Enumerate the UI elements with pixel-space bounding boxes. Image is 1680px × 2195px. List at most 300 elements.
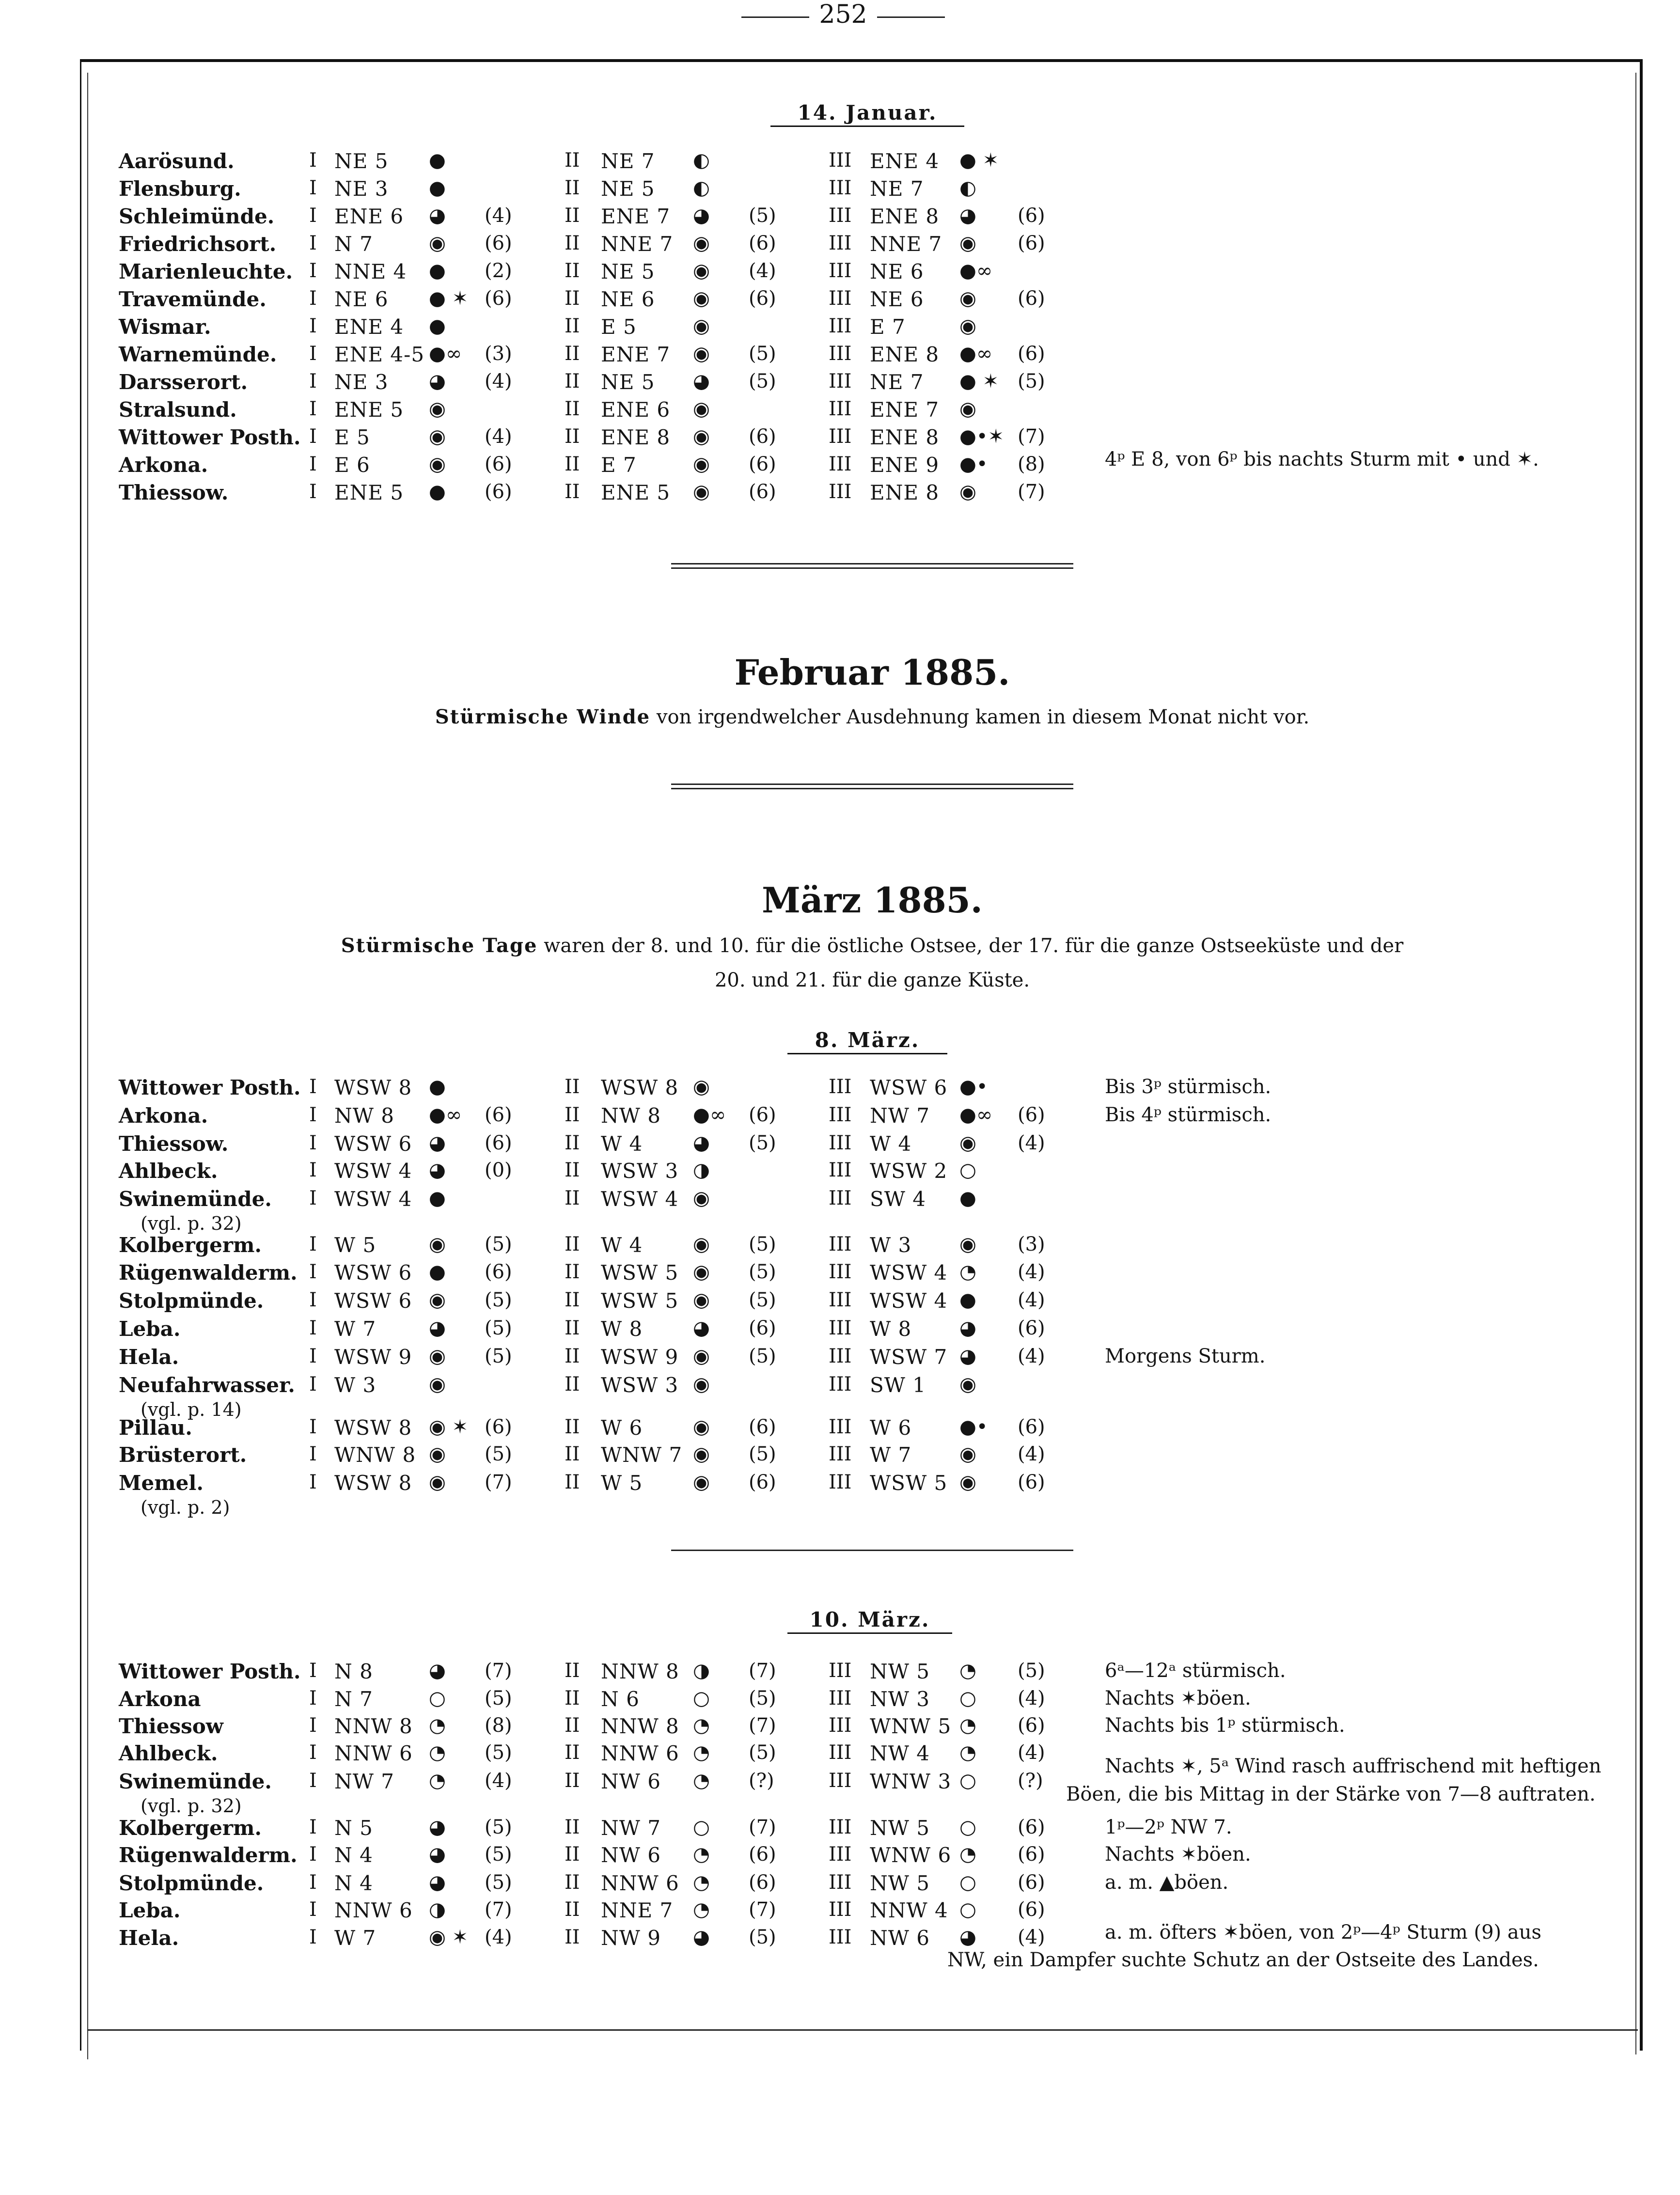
weather-3: ● ✶	[959, 149, 999, 172]
station-name	[119, 425, 301, 449]
station-name-text: Swinemünde.	[119, 1187, 272, 1211]
weather-3: ●•✶	[959, 425, 1005, 448]
remark: Nachts bis 1ᵖ stürmisch.	[1105, 1714, 1345, 1737]
sea-state-3: (5)	[1018, 1660, 1045, 1682]
wind-1: NE 6	[334, 287, 389, 311]
weather-1: ◉	[429, 1443, 446, 1465]
term-2: II	[565, 232, 580, 254]
term-1: I	[309, 177, 317, 199]
term-1: I	[309, 1261, 317, 1283]
frame-inner-rule-right	[1635, 73, 1636, 2054]
sea-state-3: (6)	[1018, 1843, 1045, 1866]
wind-2: ENE 8	[601, 425, 671, 449]
wind-1: ENE 6	[334, 204, 404, 228]
station-name-text: Pillau.	[119, 1416, 192, 1440]
sea-state-2: (6)	[749, 1104, 776, 1126]
note-march-line2: 20. und 21. für die ganze Küste.	[714, 969, 1030, 991]
wind-2: NE 5	[601, 177, 655, 201]
station-name	[119, 1770, 272, 1817]
weather-1: ○	[429, 1687, 446, 1709]
remark: 6ᵃ—12ᵃ stürmisch.	[1105, 1660, 1286, 1682]
weather-2: ◉	[693, 1443, 710, 1465]
station-name-text: Rügenwalderm.	[119, 1843, 298, 1867]
weather-2: ◑	[693, 1159, 710, 1181]
term-1: I	[309, 1443, 317, 1465]
weather-1: ◉	[429, 1289, 446, 1311]
wind-1: N 5	[334, 1816, 373, 1840]
weather-3: ●∞	[959, 1104, 993, 1126]
wind-3: NE 7	[870, 177, 924, 201]
weather-3: ◔	[959, 1714, 976, 1737]
station-name-text: Ahlbeck.	[119, 1159, 218, 1183]
wind-3: W 8	[870, 1317, 912, 1341]
note-march-line1	[145, 934, 1599, 957]
term-1: I	[309, 1132, 317, 1154]
weather-3: ○	[959, 1770, 976, 1792]
term-3: III	[829, 1373, 852, 1395]
sea-state-2: (5)	[749, 1345, 776, 1367]
weather-3: ○	[959, 1159, 976, 1181]
station-name	[119, 287, 267, 311]
wind-3: WSW 7	[870, 1345, 948, 1369]
weather-1: ◉	[429, 1471, 446, 1493]
term-1: I	[309, 1741, 317, 1764]
weather-2: ◉	[693, 1471, 710, 1493]
weather-1: ◕	[429, 1660, 446, 1682]
weather-3: ◔	[959, 1843, 976, 1866]
sea-state-3: (6)	[1018, 1816, 1045, 1838]
weather-3: ● ✶	[959, 370, 999, 392]
weather-2: ◕	[693, 204, 710, 227]
wind-3: ENE 8	[870, 343, 940, 366]
sea-state-1: (5)	[485, 1345, 512, 1367]
weather-2: ◑	[693, 1660, 710, 1682]
station-reference: (vgl. p. 32)	[141, 1213, 242, 1234]
term-3: III	[829, 1187, 852, 1209]
wind-3: NE 6	[870, 287, 924, 311]
weather-3: ●	[959, 1289, 976, 1311]
sea-state-2: (5)	[749, 1261, 776, 1283]
sea-state-2: (?)	[749, 1770, 774, 1792]
term-2: II	[565, 1898, 580, 1921]
term-2: II	[565, 315, 580, 337]
wind-1: W 5	[334, 1233, 377, 1257]
term-1: I	[309, 149, 317, 172]
sea-state-2: (6)	[749, 453, 776, 475]
term-3: III	[829, 425, 852, 448]
term-3: III	[829, 204, 852, 227]
sea-state-3: (4)	[1018, 1741, 1045, 1764]
weather-1: ●	[429, 1076, 446, 1098]
term-3: III	[829, 1898, 852, 1921]
wind-1: WNW 8	[334, 1443, 416, 1467]
wind-1: WSW 4	[334, 1159, 412, 1183]
term-1: I	[309, 1289, 317, 1311]
station-name-text: Leba.	[119, 1898, 181, 1922]
sea-state-1: (5)	[485, 1687, 512, 1709]
sea-state-2: (6)	[749, 1871, 776, 1894]
weather-1: ◔	[429, 1714, 446, 1737]
term-2: II	[565, 1104, 580, 1126]
station-name	[119, 177, 241, 201]
station-name-text: Marienleuchte.	[119, 260, 293, 283]
station-name	[119, 1443, 247, 1469]
wind-1: ENE 5	[334, 398, 404, 422]
term-2: II	[565, 1317, 580, 1339]
wind-3: SW 4	[870, 1187, 926, 1211]
wind-1: N 7	[334, 1687, 373, 1711]
weather-2: ◔	[693, 1898, 710, 1921]
wind-1: NW 8	[334, 1104, 394, 1128]
weather-3: ◕	[959, 1317, 976, 1339]
sea-state-1: (5)	[485, 1443, 512, 1465]
station-name-text: Kolbergerm.	[119, 1816, 262, 1840]
weather-1: ●	[429, 315, 446, 337]
station-name-text: Wittower Posth.	[119, 1076, 301, 1099]
wind-1: N 4	[334, 1871, 373, 1895]
wind-2: NE 5	[601, 260, 655, 283]
sea-state-3: (4)	[1018, 1443, 1045, 1465]
term-2: II	[565, 1289, 580, 1311]
weather-1: ●∞	[429, 343, 462, 365]
remark: Bis 4ᵖ stürmisch.	[1105, 1104, 1272, 1126]
station-name	[119, 1471, 230, 1518]
weather-1: ●	[429, 177, 446, 199]
station-name	[119, 1317, 180, 1343]
sea-state-2: (7)	[749, 1660, 776, 1682]
station-name	[119, 1660, 301, 1685]
sea-state-3: (6)	[1018, 232, 1045, 254]
wind-3: ENE 4	[870, 149, 940, 173]
wind-1: E 6	[334, 453, 370, 477]
term-2: II	[565, 149, 580, 172]
wind-1: WSW 6	[334, 1289, 412, 1313]
wind-1: ENE 4	[334, 315, 404, 339]
station-name	[119, 1871, 264, 1897]
page-number-dash-right	[877, 16, 945, 18]
term-1: I	[309, 287, 317, 310]
weather-3: ◉	[959, 1471, 976, 1493]
sea-state-3: (?)	[1018, 1770, 1043, 1792]
wind-3: WNW 6	[870, 1843, 952, 1867]
station-name-text: Wittower Posth.	[119, 1660, 301, 1683]
wind-3: SW 1	[870, 1373, 926, 1397]
sea-state-1: (4)	[485, 1770, 512, 1792]
station-reference: (vgl. p. 14)	[141, 1399, 242, 1420]
remark-mar10-hela-1: a. m. öfters ✶böen, von 2ᵖ—4ᵖ Sturm (9) aus	[1105, 1921, 1541, 1944]
wind-2: ENE 6	[601, 398, 671, 422]
station-name	[119, 204, 274, 228]
term-1: I	[309, 398, 317, 420]
term-1: I	[309, 1687, 317, 1709]
sea-state-3: (3)	[1018, 1233, 1045, 1255]
wind-2: WSW 5	[601, 1261, 679, 1285]
sea-state-3: (6)	[1018, 1104, 1045, 1126]
sea-state-1: (2)	[485, 260, 512, 282]
term-1: I	[309, 1345, 317, 1367]
wind-2: W 5	[601, 1471, 643, 1495]
weather-2: ◉	[693, 453, 710, 475]
weather-1: ◉	[429, 453, 446, 475]
weather-3: ◐	[959, 177, 976, 199]
term-2: II	[565, 1261, 580, 1283]
term-2: II	[565, 1926, 580, 1948]
sea-state-3: (7)	[1018, 425, 1045, 448]
wind-2: N 6	[601, 1687, 640, 1711]
station-reference: (vgl. p. 2)	[141, 1497, 230, 1518]
remark: 1ᵖ—2ᵖ NW 7.	[1105, 1816, 1232, 1838]
weather-1: ◕	[429, 370, 446, 392]
weather-2: ◉	[693, 1289, 710, 1311]
station-name	[119, 1104, 208, 1129]
term-3: III	[829, 1714, 852, 1737]
wind-2: E 7	[601, 453, 637, 477]
wind-2: WSW 3	[601, 1159, 679, 1183]
weather-3: ●•	[959, 453, 988, 475]
remark-mar10-swinemuende-2: Böen, die bis Mittag in der Stärke von 7—8 auftraten.	[1066, 1783, 1596, 1805]
term-2: II	[565, 1660, 580, 1682]
wind-3: WSW 5	[870, 1471, 948, 1495]
wind-2: ENE 7	[601, 204, 671, 228]
sea-state-2: (7)	[749, 1816, 776, 1838]
weather-3: ◕	[959, 204, 976, 227]
wind-1: NNW 6	[334, 1741, 413, 1765]
wind-2: WSW 3	[601, 1373, 679, 1397]
sea-state-2: (5)	[749, 1926, 776, 1948]
term-3: III	[829, 1345, 852, 1367]
sea-state-1: (6)	[485, 287, 512, 310]
remark-mar10-swinemuende-1: Nachts ✶, 5ᵃ Wind rasch auffrischend mit heftigen	[1105, 1755, 1601, 1777]
sea-state-1: (5)	[485, 1317, 512, 1339]
term-1: I	[309, 1317, 317, 1339]
term-2: II	[565, 1770, 580, 1792]
wind-3: ENE 8	[870, 481, 940, 504]
wind-2: WSW 8	[601, 1076, 679, 1099]
wind-3: WSW 6	[870, 1076, 948, 1099]
station-name-text: Warnemünde.	[119, 343, 277, 366]
sea-state-1: (8)	[485, 1714, 512, 1737]
sea-state-3: (6)	[1018, 1317, 1045, 1339]
term-1: I	[309, 1816, 317, 1838]
sea-state-1: (5)	[485, 1871, 512, 1894]
term-2: II	[565, 1443, 580, 1465]
sea-state-2: (6)	[749, 1471, 776, 1493]
sea-state-3: (4)	[1018, 1132, 1045, 1154]
term-1: I	[309, 1471, 317, 1493]
station-name	[119, 315, 211, 339]
wind-3: E 7	[870, 315, 906, 339]
wind-3: ENE 8	[870, 204, 940, 228]
wind-2: WSW 5	[601, 1289, 679, 1313]
station-name	[119, 481, 228, 504]
station-name-text: Thiessow	[119, 1714, 223, 1738]
term-1: I	[309, 1187, 317, 1209]
wind-2: W 6	[601, 1416, 643, 1440]
wind-1: WSW 6	[334, 1132, 412, 1156]
station-name	[119, 1714, 223, 1740]
weather-3: ◔	[959, 1660, 976, 1682]
remark: a. m. ▲böen.	[1105, 1871, 1229, 1894]
term-2: II	[565, 1373, 580, 1395]
term-3: III	[829, 1741, 852, 1764]
weather-1: ◉	[429, 1373, 446, 1395]
wind-2: WSW 4	[601, 1187, 679, 1211]
weather-2: ◉	[693, 1187, 710, 1209]
term-2: II	[565, 1816, 580, 1838]
station-name-text: Kolbergerm.	[119, 1233, 262, 1257]
weather-2: ◉	[693, 481, 710, 503]
wind-3: NW 4	[870, 1741, 930, 1765]
sea-state-3: (6)	[1018, 1471, 1045, 1493]
term-1: I	[309, 315, 317, 337]
wind-2: NNW 6	[601, 1871, 679, 1895]
wind-1: WSW 8	[334, 1076, 412, 1099]
weather-1: ◉ ✶	[429, 1416, 469, 1438]
month-title-february: Februar 1885.	[734, 652, 1010, 693]
term-2: II	[565, 1871, 580, 1894]
sea-state-1: (5)	[485, 1816, 512, 1838]
sea-state-3: (7)	[1018, 481, 1045, 503]
frame-inner-rule-left	[87, 73, 88, 2059]
wind-2: NE 6	[601, 287, 655, 311]
term-3: III	[829, 1816, 852, 1838]
term-3: III	[829, 1843, 852, 1866]
term-3: III	[829, 481, 852, 503]
term-1: I	[309, 1714, 317, 1737]
term-3: III	[829, 1660, 852, 1682]
remark: Nachts ✶böen.	[1105, 1687, 1251, 1709]
weather-3: ◉	[959, 232, 976, 254]
wind-1: N 7	[334, 232, 373, 256]
term-2: II	[565, 1471, 580, 1493]
weather-3: ○	[959, 1871, 976, 1894]
sea-state-3: (5)	[1018, 370, 1045, 392]
page-number-text: 252	[819, 0, 867, 29]
weather-2: ◉	[693, 1345, 710, 1367]
station-name-text: Brüsterort.	[119, 1443, 247, 1467]
weather-3: ◉	[959, 1132, 976, 1154]
weather-2: ◔	[693, 1714, 710, 1737]
weather-2: ◉	[693, 287, 710, 310]
station-name-text: Hela.	[119, 1345, 179, 1369]
term-2: II	[565, 398, 580, 420]
term-2: II	[565, 1843, 580, 1866]
term-3: III	[829, 1233, 852, 1255]
page-number	[741, 0, 945, 29]
sea-state-3: (6)	[1018, 343, 1045, 365]
station-name	[119, 1076, 301, 1101]
sea-state-3: (6)	[1018, 1714, 1045, 1737]
station-name	[119, 1159, 218, 1185]
weather-2: ◉	[693, 398, 710, 420]
station-name	[119, 260, 293, 283]
sea-state-1: (6)	[485, 481, 512, 503]
remark-jan14: 4ᵖ E 8, von 6ᵖ bis nachts Sturm mit • und ✶.	[1105, 448, 1539, 470]
sea-state-1: (7)	[485, 1660, 512, 1682]
term-3: III	[829, 1261, 852, 1283]
weather-3: ◉	[959, 1233, 976, 1255]
station-name	[119, 149, 235, 173]
weather-3: ○	[959, 1687, 976, 1709]
weather-2: ◔	[693, 1843, 710, 1866]
wind-3: NW 3	[870, 1687, 930, 1711]
sea-state-3: (6)	[1018, 1898, 1045, 1921]
term-1: I	[309, 1159, 317, 1181]
wind-3: W 6	[870, 1416, 912, 1440]
term-2: II	[565, 1233, 580, 1255]
station-name	[119, 453, 208, 477]
station-name	[119, 232, 276, 256]
weather-3: ◉	[959, 287, 976, 310]
wind-2: NNW 6	[601, 1741, 679, 1765]
sea-state-2: (6)	[749, 481, 776, 503]
weather-3: ◕	[959, 1345, 976, 1367]
wind-1: W 7	[334, 1317, 377, 1341]
weather-3: ○	[959, 1898, 976, 1921]
term-3: III	[829, 1076, 852, 1098]
sea-state-2: (5)	[749, 1233, 776, 1255]
wind-1: NNE 4	[334, 260, 407, 283]
station-name-text: Darsserort.	[119, 370, 248, 394]
station-name	[119, 1687, 201, 1713]
term-1: I	[309, 1660, 317, 1682]
sea-state-3: (4)	[1018, 1289, 1045, 1311]
term-2: II	[565, 287, 580, 310]
term-2: II	[565, 204, 580, 227]
weather-3: ◔	[959, 1741, 976, 1764]
sea-state-1: (5)	[485, 1741, 512, 1764]
term-3: III	[829, 453, 852, 475]
term-1: I	[309, 1416, 317, 1438]
station-name	[119, 398, 237, 422]
weather-3: ◉	[959, 315, 976, 337]
wind-3: ENE 7	[870, 398, 940, 422]
month-title-march: März 1885.	[762, 879, 983, 921]
term-3: III	[829, 1770, 852, 1792]
remark: Bis 3ᵖ stürmisch.	[1105, 1076, 1272, 1098]
sea-state-3: (6)	[1018, 287, 1045, 310]
station-name-text: Arkona.	[119, 453, 208, 477]
weather-2: ◔	[693, 1871, 710, 1894]
term-3: III	[829, 315, 852, 337]
sea-state-1: (6)	[485, 1261, 512, 1283]
wind-2: ENE 7	[601, 343, 671, 366]
weather-1: ◔	[429, 1770, 446, 1792]
weather-2: ◕	[693, 1317, 710, 1339]
station-name	[119, 1741, 218, 1767]
wind-3: ENE 8	[870, 425, 940, 449]
station-name-text: Swinemünde.	[119, 1770, 272, 1793]
sea-state-2: (7)	[749, 1898, 776, 1921]
term-1: I	[309, 481, 317, 503]
wind-3: NE 7	[870, 370, 924, 394]
weather-1: ◕	[429, 1317, 446, 1339]
station-name	[119, 1233, 262, 1259]
wind-1: N 4	[334, 1843, 373, 1867]
wind-1: ENE 4-5	[334, 343, 425, 366]
wind-2: NW 8	[601, 1104, 661, 1128]
sea-state-2: (6)	[749, 287, 776, 310]
wind-2: E 5	[601, 315, 637, 339]
sea-state-2: (5)	[749, 1687, 776, 1709]
weather-2: ◐	[693, 177, 710, 199]
station-name	[119, 1373, 295, 1420]
term-3: III	[829, 1871, 852, 1894]
term-3: III	[829, 1159, 852, 1181]
weather-2: ◉	[693, 1373, 710, 1395]
term-1: I	[309, 425, 317, 448]
term-3: III	[829, 1317, 852, 1339]
